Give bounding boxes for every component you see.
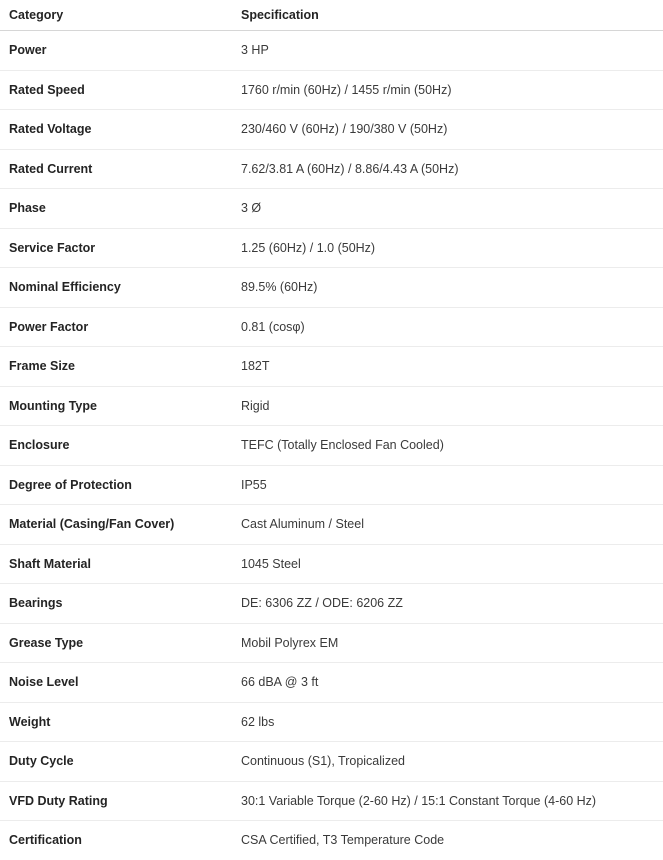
table-row xyxy=(0,189,663,229)
category-cell: Power Factor xyxy=(0,307,232,347)
specification-cell: Rigid xyxy=(232,386,663,426)
specification-cell: 7.62/3.81 A (60Hz) / 8.86/4.43 A (50Hz) xyxy=(232,149,663,189)
specification-cell: DE: 6306 ZZ / ODE: 6206 ZZ xyxy=(232,584,663,624)
category-cell: Shaft Material xyxy=(0,544,232,584)
table-row xyxy=(0,584,663,624)
table-row xyxy=(0,268,663,308)
table-row xyxy=(0,781,663,821)
specification-cell: 3 HP xyxy=(232,31,663,71)
table-row xyxy=(0,426,663,466)
specification-cell: 182T xyxy=(232,347,663,387)
table-row xyxy=(0,31,663,71)
category-cell: Enclosure xyxy=(0,426,232,466)
category-cell: Grease Type xyxy=(0,623,232,663)
category-cell: Rated Speed xyxy=(0,70,232,110)
table-header xyxy=(0,0,663,31)
category-cell: Weight xyxy=(0,702,232,742)
specification-cell: 66 dBA @ 3 ft xyxy=(232,663,663,703)
table-row xyxy=(0,386,663,426)
table-row xyxy=(0,544,663,584)
specification-cell: TEFC (Totally Enclosed Fan Cooled) xyxy=(232,426,663,466)
table-row xyxy=(0,623,663,663)
category-cell: VFD Duty Rating xyxy=(0,781,232,821)
table-row xyxy=(0,663,663,703)
category-cell: Mounting Type xyxy=(0,386,232,426)
specification-cell: 0.81 (cosφ) xyxy=(232,307,663,347)
table-row xyxy=(0,465,663,505)
table-row xyxy=(0,347,663,387)
specification-cell: 1045 Steel xyxy=(232,544,663,584)
table-body xyxy=(0,31,663,860)
category-cell: Frame Size xyxy=(0,347,232,387)
table-row xyxy=(0,110,663,150)
table-row xyxy=(0,702,663,742)
category-cell: Degree of Protection xyxy=(0,465,232,505)
specification-cell: Cast Aluminum / Steel xyxy=(232,505,663,545)
column-header-specification: Specification xyxy=(232,0,663,31)
table-row xyxy=(0,149,663,189)
specification-cell: 1.25 (60Hz) / 1.0 (50Hz) xyxy=(232,228,663,268)
table-row xyxy=(0,505,663,545)
specification-cell: 3 Ø xyxy=(232,189,663,229)
category-cell: Rated Voltage xyxy=(0,110,232,150)
category-cell: Duty Cycle xyxy=(0,742,232,782)
category-cell: Nominal Efficiency xyxy=(0,268,232,308)
specification-cell: 230/460 V (60Hz) / 190/380 V (50Hz) xyxy=(232,110,663,150)
table-row xyxy=(0,742,663,782)
category-cell: Certification xyxy=(9,833,82,848)
category-cell: Power xyxy=(0,31,232,71)
category-cell: Service Factor xyxy=(0,228,232,268)
header-row xyxy=(0,0,663,31)
specification-cell: Mobil Polyrex EM xyxy=(232,623,663,663)
column-header-category: Category xyxy=(0,0,232,31)
table-row xyxy=(0,228,663,268)
specification-cell: 30:1 Variable Torque (2-60 Hz) / 15:1 Constant Torque (4-60 Hz) xyxy=(232,781,663,821)
specification-cell: CSA Certified, T3 Temperature Code xyxy=(241,833,445,848)
specification-cell: IP55 xyxy=(232,465,663,505)
category-cell: Material (Casing/Fan Cover) xyxy=(0,505,232,545)
specification-cell: Continuous (S1), Tropicalized xyxy=(232,742,663,782)
category-cell: Phase xyxy=(0,189,232,229)
specification-cell: 89.5% (60Hz) xyxy=(232,268,663,308)
category-cell: Bearings xyxy=(0,584,232,624)
table-row xyxy=(0,70,663,110)
table-row xyxy=(0,307,663,347)
table-row xyxy=(0,821,663,860)
specification-cell: 62 lbs xyxy=(232,702,663,742)
category-cell: Rated Current xyxy=(0,149,232,189)
specification-cell: 1760 r/min (60Hz) / 1455 r/min (50Hz) xyxy=(232,70,663,110)
category-cell: Noise Level xyxy=(0,663,232,703)
